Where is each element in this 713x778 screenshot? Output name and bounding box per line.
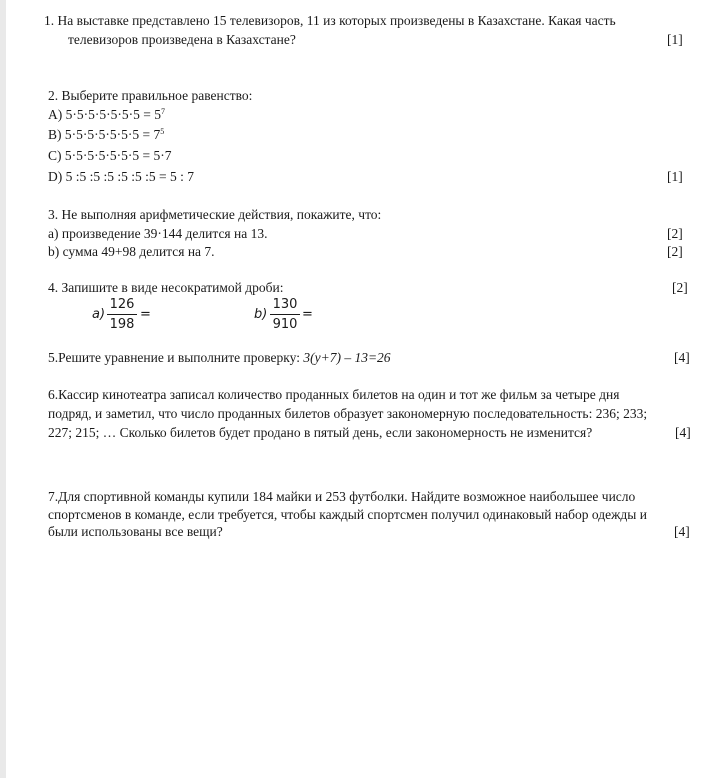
task4-points: [2] <box>672 280 688 295</box>
task4-fractions <box>0 297 713 337</box>
task1-line1: 1. На выставке представлено 15 телевизоров, 11 из которых произведены в Казахстане. Какая часть <box>44 13 616 28</box>
task7-points: [4] <box>674 524 690 539</box>
task4-fraction-b <box>270 297 300 333</box>
task4-fraction-b-label: b) <box>254 307 268 322</box>
task1-line2: телевизоров произведена в Казахстане? <box>68 32 296 47</box>
fraction-bar <box>270 314 300 315</box>
fraction-bar <box>107 314 137 315</box>
task6-line1: 6.Кассир кинотеатра записал количество проданных билетов на один и тот же фильм за четыре дня <box>48 387 620 402</box>
task5-text: 5.Решите уравнение и выполните проверку: <box>48 350 304 365</box>
task7-line1: 7.Для спортивной команды купили 184 майки и 253 футболки. Найдите возможное наибольшее число <box>48 489 636 504</box>
task1-points: [1] <box>667 32 683 47</box>
task4-fraction-b-numerator: 130 <box>272 297 298 312</box>
task4-heading: 4. Запишите в виде несократимой дроби: <box>48 280 284 295</box>
task4-fraction-a <box>107 297 137 333</box>
task3-part-a: а) произведение 39·144 делится на 13. <box>48 226 268 241</box>
task2-option-a-exponent: 7 <box>160 107 165 116</box>
task5-equation: 3(y+7) – 13=26 <box>303 350 391 365</box>
task6-line2: подряд, и заметил, что число проданных билетов образует закономерную последовательность: 236; 233; <box>48 406 648 421</box>
task4-fraction-a-equals: = <box>140 307 151 322</box>
task6-line3: 227; 215; … Сколько билетов будет продано в пятый день, если закономерность не изменится? <box>48 425 593 440</box>
task4-fraction-b-equals: = <box>302 307 313 322</box>
task4-fraction-a-label: a) <box>92 307 106 322</box>
task2-option-b <box>48 127 164 143</box>
task2-option-b-lhs: B) 5·5·5·5·5·5·5 = 7 <box>48 127 161 142</box>
task5-points: [4] <box>674 350 690 365</box>
task6-points: [4] <box>675 425 691 440</box>
task3-part-b: b) сумма 49+98 делится на 7. <box>48 244 215 259</box>
task7-line2: спортсменов в команде, если требуется, чтобы каждый спортсмен получил одинаковый набор одежды и <box>48 507 647 522</box>
page-edge-shadow <box>0 0 6 778</box>
task4-fraction-b-denominator: 910 <box>272 317 298 332</box>
task4-fraction-a-numerator: 126 <box>109 297 135 312</box>
task7-line3: были использованы все вещи? <box>48 524 223 539</box>
task3-part-a-points: [2] <box>667 226 683 241</box>
task3-heading: 3. Не выполняя арифметические действия, покажите, что: <box>48 207 382 222</box>
task2-option-a-lhs: A) 5·5·5·5·5·5·5 = 5 <box>48 107 161 122</box>
task2-option-a <box>48 107 165 123</box>
task4-fraction-a-denominator: 198 <box>109 317 135 332</box>
task2-option-b-exponent: 5 <box>160 127 165 136</box>
task2-heading: 2. Выберите правильное равенство: <box>48 88 253 103</box>
task2-option-d: D) 5 :5 :5 :5 :5 :5 :5 = 5 : 7 <box>48 169 194 184</box>
task3-part-b-points: [2] <box>667 244 683 259</box>
task2-option-c: C) 5·5·5·5·5·5·5 = 5·7 <box>48 148 172 163</box>
task5-line <box>48 350 391 366</box>
task2-points: [1] <box>667 169 683 184</box>
